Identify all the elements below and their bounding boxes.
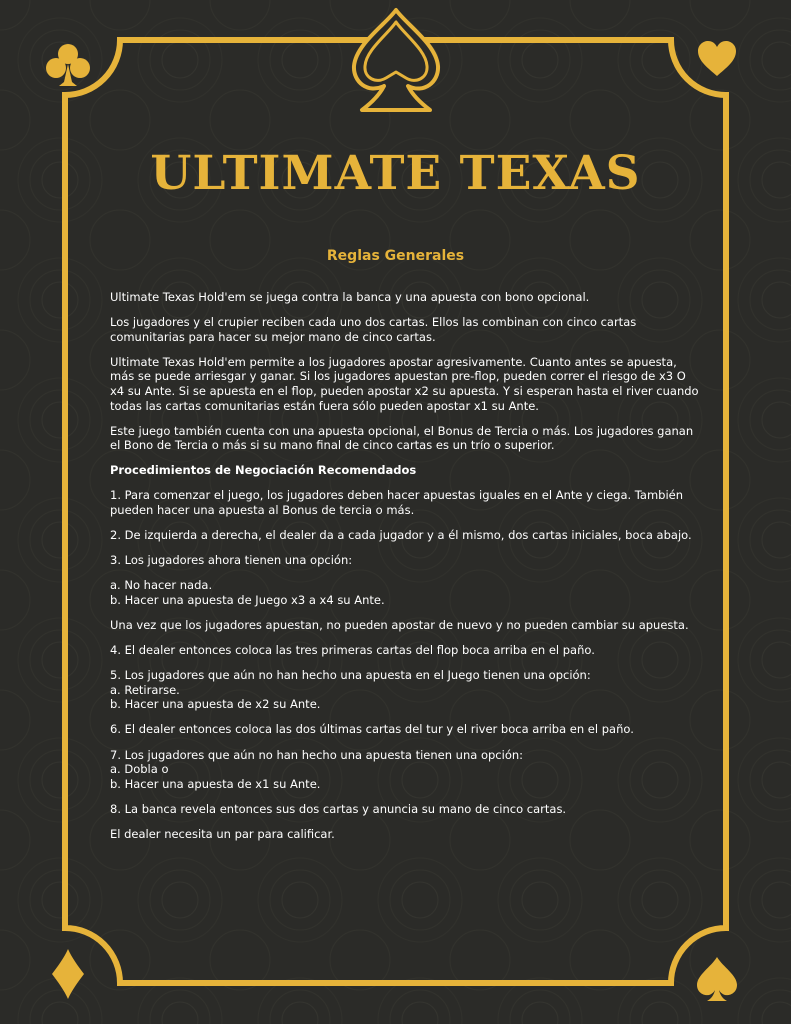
rules-body [110,290,700,852]
procedure-step-3-option-a: a. No hacer nada. [110,578,213,593]
section-title: Reglas Generales [326,248,465,264]
procedure-step-7: 7. Los jugadores que aún no han hecho una apuesta tienen una opción: [110,747,524,762]
procedure-step-5-option-b: b. Hacer una apuesta de x2 su Ante. [110,697,321,712]
procedure-step-4: 4. El dealer entonces coloca las tres primeras cartas del flop boca arriba en el paño. [110,643,595,658]
procedure-step-3-option-b: b. Hacer una apuesta de Juego x3 a x4 su Ante. [110,592,385,607]
procedure-step-2: 2. De izquierda a derecha, el dealer da a cada jugador y a él mismo, dos cartas iniciales, boca abajo. [110,528,692,543]
procedure-step-3: 3. Los jugadores ahora tienen una opción: [110,553,353,568]
procedure-step-6: 6. El dealer entonces coloca las dos últimas cartas del tur y el river boca arriba en el paño. [110,722,634,737]
spade-outline-icon [346,6,446,116]
procedure-step-8: 8. La banca revela entonces sus dos cartas y anuncia su mano de cinco cartas. [110,801,567,816]
page-title: ULTIMATE TEXAS [150,146,641,201]
procedure-step-5: 5. Los jugadores que aún no han hecho una apuesta en el Juego tienen una opción: [110,668,591,683]
diamond-icon [51,948,85,1000]
rules-paragraph-bonus: Este juego también cuenta con una apuesta opcional, el Bonus de Tercia o más. Los jugadores ganan el Bono de Tercia o más si su mano final de cinco cartas es un trío o superior. [110,423,694,453]
rules-paragraph-betting: Ultimate Texas Hold'em permite a los jugadores apostar agresivamente. Cuanto antes se apuesta, más se puede arriesgar y ganar. Si los jugadores apuestan pre-flop, pueden correr el riesgo de x3 O x4 su Ante. Si se apuesta en el flop, pueden apostar x2 su apuesta. Y si esperan hasta el river cuando todas las cartas comunitarias están fuera sólo pueden apostar x1 su Ante. [110,354,699,413]
procedure-step-7-option-b: b. Hacer una apuesta de x1 su Ante. [110,776,321,791]
procedures-heading: Procedimientos de Negociación Recomendados [110,463,417,478]
procedure-step-7-option-a: a. Dobla o [110,762,169,777]
procedure-step-5-option-a: a. Retirarse. [110,682,180,697]
qualify-note: El dealer necesita un par para calificar. [110,826,335,841]
procedure-note: Una vez que los jugadores apuestan, no pueden apostar de nuevo y no pueden cambiar su apuesta. [110,618,689,632]
rules-paragraph-cards: Los jugadores y el crupier reciben cada uno dos cartas. Ellos las combinan con cinco cartas comunitarias para hacer su mejor mano de cinco cartas. [110,315,637,344]
heart-icon [696,40,738,78]
procedure-step-1: 1. Para comenzar el juego, los jugadores deben hacer apuestas iguales en el Ante y ciega. También pueden hacer una apuesta al Bonus de tercia o más. [110,488,684,518]
rules-paragraph-intro: Ultimate Texas Hold'em se juega contra la banca y una apuesta con bono opcional. [110,290,590,304]
spade-icon [695,955,739,1003]
club-icon [44,42,92,88]
